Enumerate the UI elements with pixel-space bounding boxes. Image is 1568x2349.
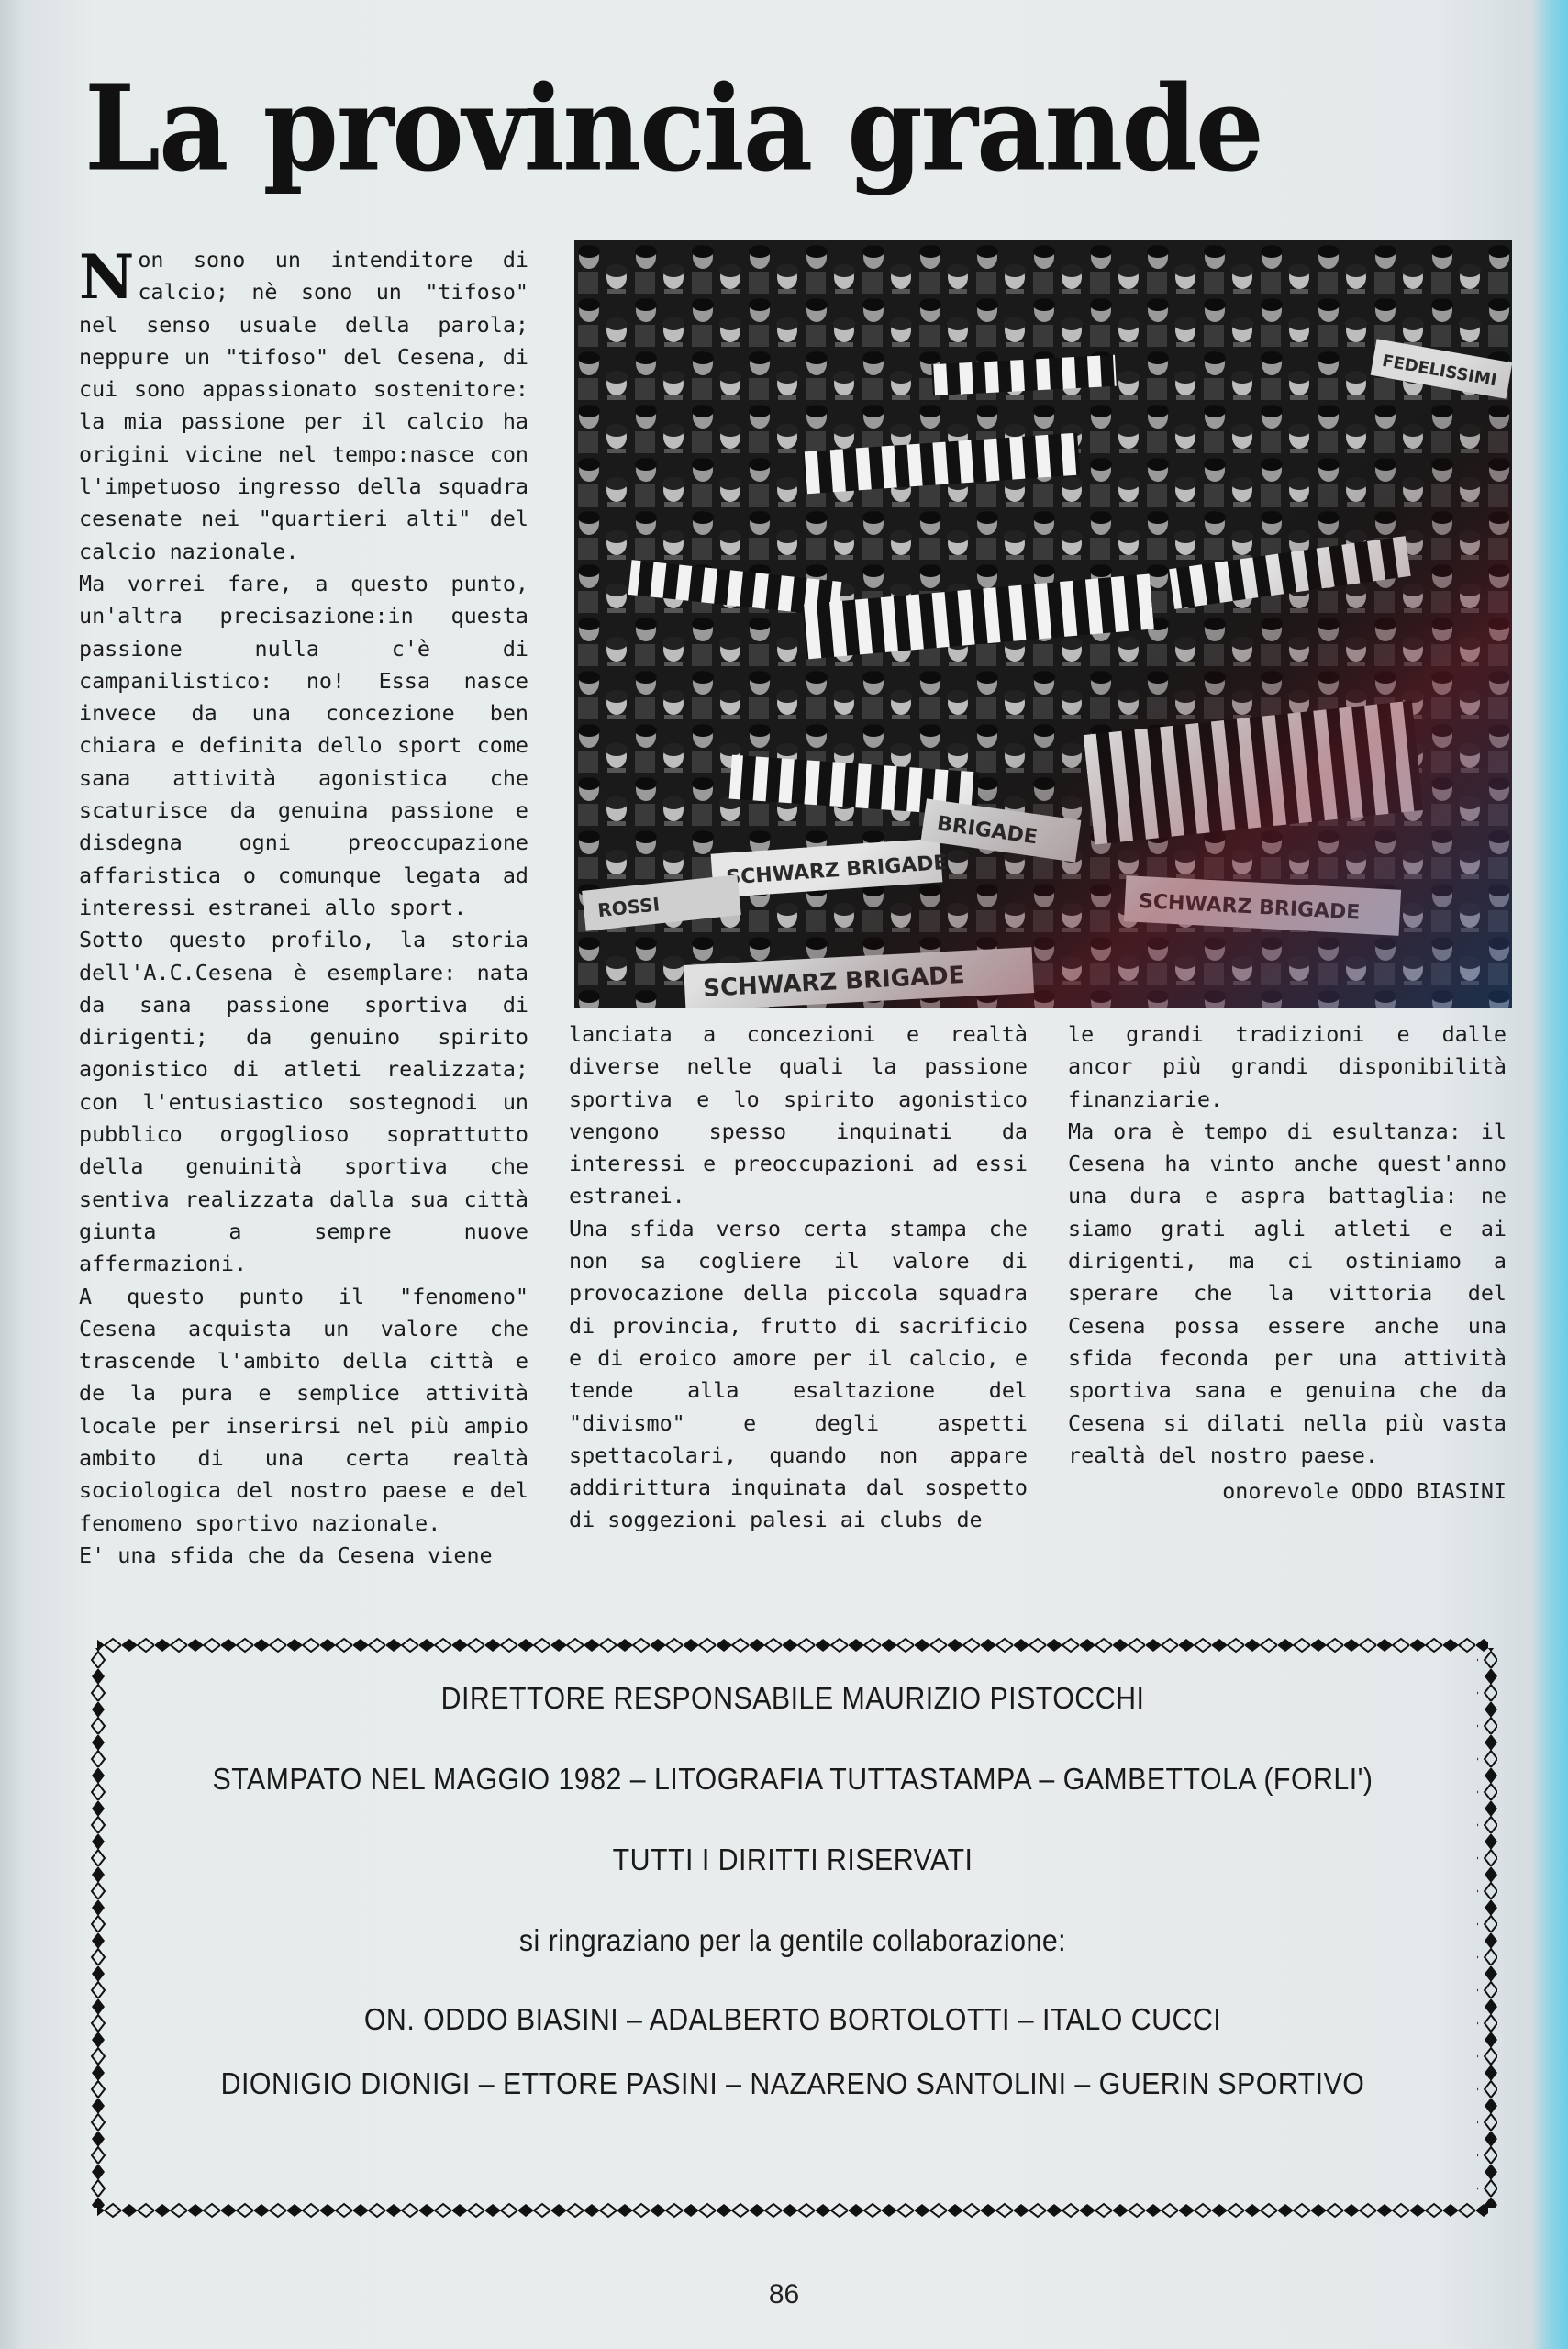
paragraph: Ma vorrei fare, a questo punto, un'altra precisazione:in questa passione nulla c'è di campanilistico: no! Essa nasce invece da una concezione ben chiara e definita dello sport come sana attività agonistica che scaturisce da genuina passione e disdegna ogni preoccupazione affaristica o comunque legata ad interessi estranei allo sport.	[79, 570, 528, 920]
paragraph: E' una sfida che da Cesena viene	[79, 1542, 493, 1568]
paragraph: Ma ora è tempo di esultanza: il Cesena ha vinto anche quest'anno una dura e aspra battaglia: ne siamo grati agli atleti e ai dirigenti, ma ci ostiniamo a sperare che la vittoria del Cesena possa essere anche una sfida feconda per una attività sportiva sana e genuina che da Cesena si dilati nella più vasta realtà del nostro paese.	[1068, 1118, 1507, 1468]
article-column-2	[569, 1019, 1028, 1537]
page-edge-right	[1531, 0, 1568, 2349]
article-column-1	[79, 241, 528, 1572]
article-column-3	[1068, 1019, 1507, 1508]
paragraph: Una sfida verso certa stampa che non sa cogliere il valore di provocazione della piccola squadra di provincia, frutto di sacrificio e di eroico amore per il calcio, e tende alla esaltazione del "divismo" e degli aspetti spettacolari, quando non appare addirittura inquinata dal sospetto di soggezioni palesi ai clubs de	[569, 1215, 1028, 1533]
paragraph: Non sono un intenditore di calcio; nè sono un "tifoso" nel senso usuale della parola; neppure un "tifoso" del Cesena, di cui sono appassionato sostenitore: la mia passione per il calcio ha origini vicine nel tempo:nasce con l'impetuoso ingresso della squadra cesenate nei "quartieri alti" del calcio nazionale.	[79, 241, 528, 564]
author-signature: onorevole ODDO BIASINI	[1222, 1478, 1507, 1505]
paragraph: lanciata a concezioni e realtà diverse nelle quali la passione sportiva e lo spirito agonistico vengono spesso inquinati da interessi e preoccupazioni ad essi estranei.	[569, 1021, 1028, 1209]
credits-printing: STAMPATO NEL MAGGIO 1982 – LITOGRAFIA TUTTASTAMPA – GAMBETTOLA (FORLI')	[212, 1762, 1373, 1796]
paragraph: Sotto questo profilo, la storia dell'A.C.Cesena è esemplare: nata da sana passione sportiva di dirigenti; da genuino spirito agonistico di atleti realizzata; con l'entusiastico sostegnodi un pubblico orgoglioso soprattutto della genuinità sportiva che sentiva realizzata dalla sua città giunta a sempre nuove affermazioni.	[79, 927, 528, 1277]
credits-names-2: DIONIGIO DIONIGI – ETTORE PASINI – NAZARENO SANTOLINI – GUERIN SPORTIVO	[220, 2066, 1365, 2100]
credits-rights: TUTTI I DIRITTI RISERVATI	[612, 1842, 973, 1876]
credits-names-1: ON. ODDO BIASINI – ADALBERTO BORTOLOTTI – ITALO CUCCI	[363, 2002, 1222, 2036]
paragraph: A questo punto il "fenomeno" Cesena acquista un valore che trascende l'ambito della città e de la pura e semplice attività locale per inserirsi nel più ampio ambito di una certa realtà sociologica del nostro paese e del fenomeno sportivo nazionale.	[79, 1283, 528, 1536]
article-title: La provincia grande	[84, 59, 1262, 197]
page-number: 86	[768, 2279, 800, 2310]
crowd-photo	[574, 240, 1512, 1008]
paragraph: le grandi tradizioni e dalle ancor più grandi disponibilità finanziarie.	[1068, 1021, 1507, 1112]
page-shadow-left	[0, 0, 24, 2349]
credits-box	[88, 1635, 1497, 2221]
credits-director: DIRETTORE RESPONSABILE MAURIZIO PISTOCCHI	[440, 1681, 1145, 1715]
credits-thanks: si ringraziano per la gentile collaborazione:	[518, 1923, 1067, 1957]
drop-cap: N	[79, 241, 135, 313]
